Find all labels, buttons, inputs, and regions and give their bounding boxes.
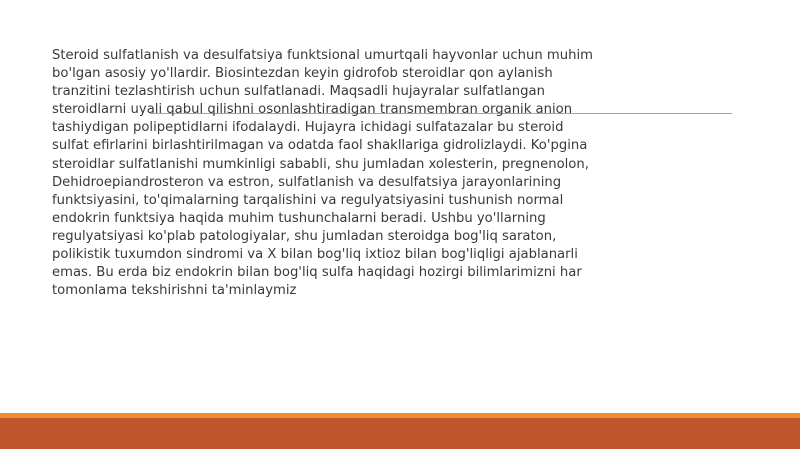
footer-bar: [0, 418, 800, 449]
body-line-5: tashiydigan polipeptidlarni ifodalaydi. Hujayra ichidagi sulfatazalar bu steroid: [52, 120, 564, 136]
body-line-12: polikistik tuxumdon sindromi va X bilan bog'liq ixtioz bilan bog'liqligi ajablanarli: [52, 247, 578, 263]
body-line-6: sulfat efirlarini birlashtirilmagan va odatda faol shakllariga gidrolizlaydi. Ko'pgina: [52, 138, 588, 154]
body-line-7: steroidlar sulfatlanishi mumkinligi sababli, shu jumladan xolesterin, pregnenolon,: [52, 156, 589, 172]
body-line-1: Steroid sulfatlanish va desulfatsiya funktsional umurtqali hayvonlar uchun muhim: [52, 48, 593, 63]
body-line-10: endokrin funktsiya haqida muhim tushunchalarni beradi. Ushbu yo'llarning: [52, 210, 546, 226]
body-line-14: tomonlama tekshirishni ta'minlaymiz: [52, 283, 297, 299]
slide-body-text: [52, 47, 612, 300]
body-line-11: regulyatsiyasi ko'plab patologiyalar, shu jumladan steroidga bog'liq saraton,: [52, 228, 557, 244]
body-line-2: bo'lgan asosiy yo'llardir. Biosintezdan keyin gidrofob steroidlar qon aylanish: [52, 66, 553, 82]
body-line-3: tranzitini tezlashtirish uchun sulfatlanadi. Maqsadli hujayralar sulfatlangan: [52, 84, 545, 100]
body-line-13: emas. Bu erda biz endokrin bilan bog'liq sulfa haqidagi hozirgi bilimlarimizni har: [52, 265, 582, 281]
body-line-8: Dehidroepiandrosteron va estron, sulfatlanish va desulfatsiya jarayonlarining: [52, 174, 562, 190]
body-line-4: steroidlarni uyali qabul qilishni osonlashtiradigan transmembran organik anion: [52, 102, 573, 118]
body-line-9: funktsiyasini, to'qimalarning tarqalishini va regulyatsiyasini tushunish normal: [52, 192, 564, 208]
